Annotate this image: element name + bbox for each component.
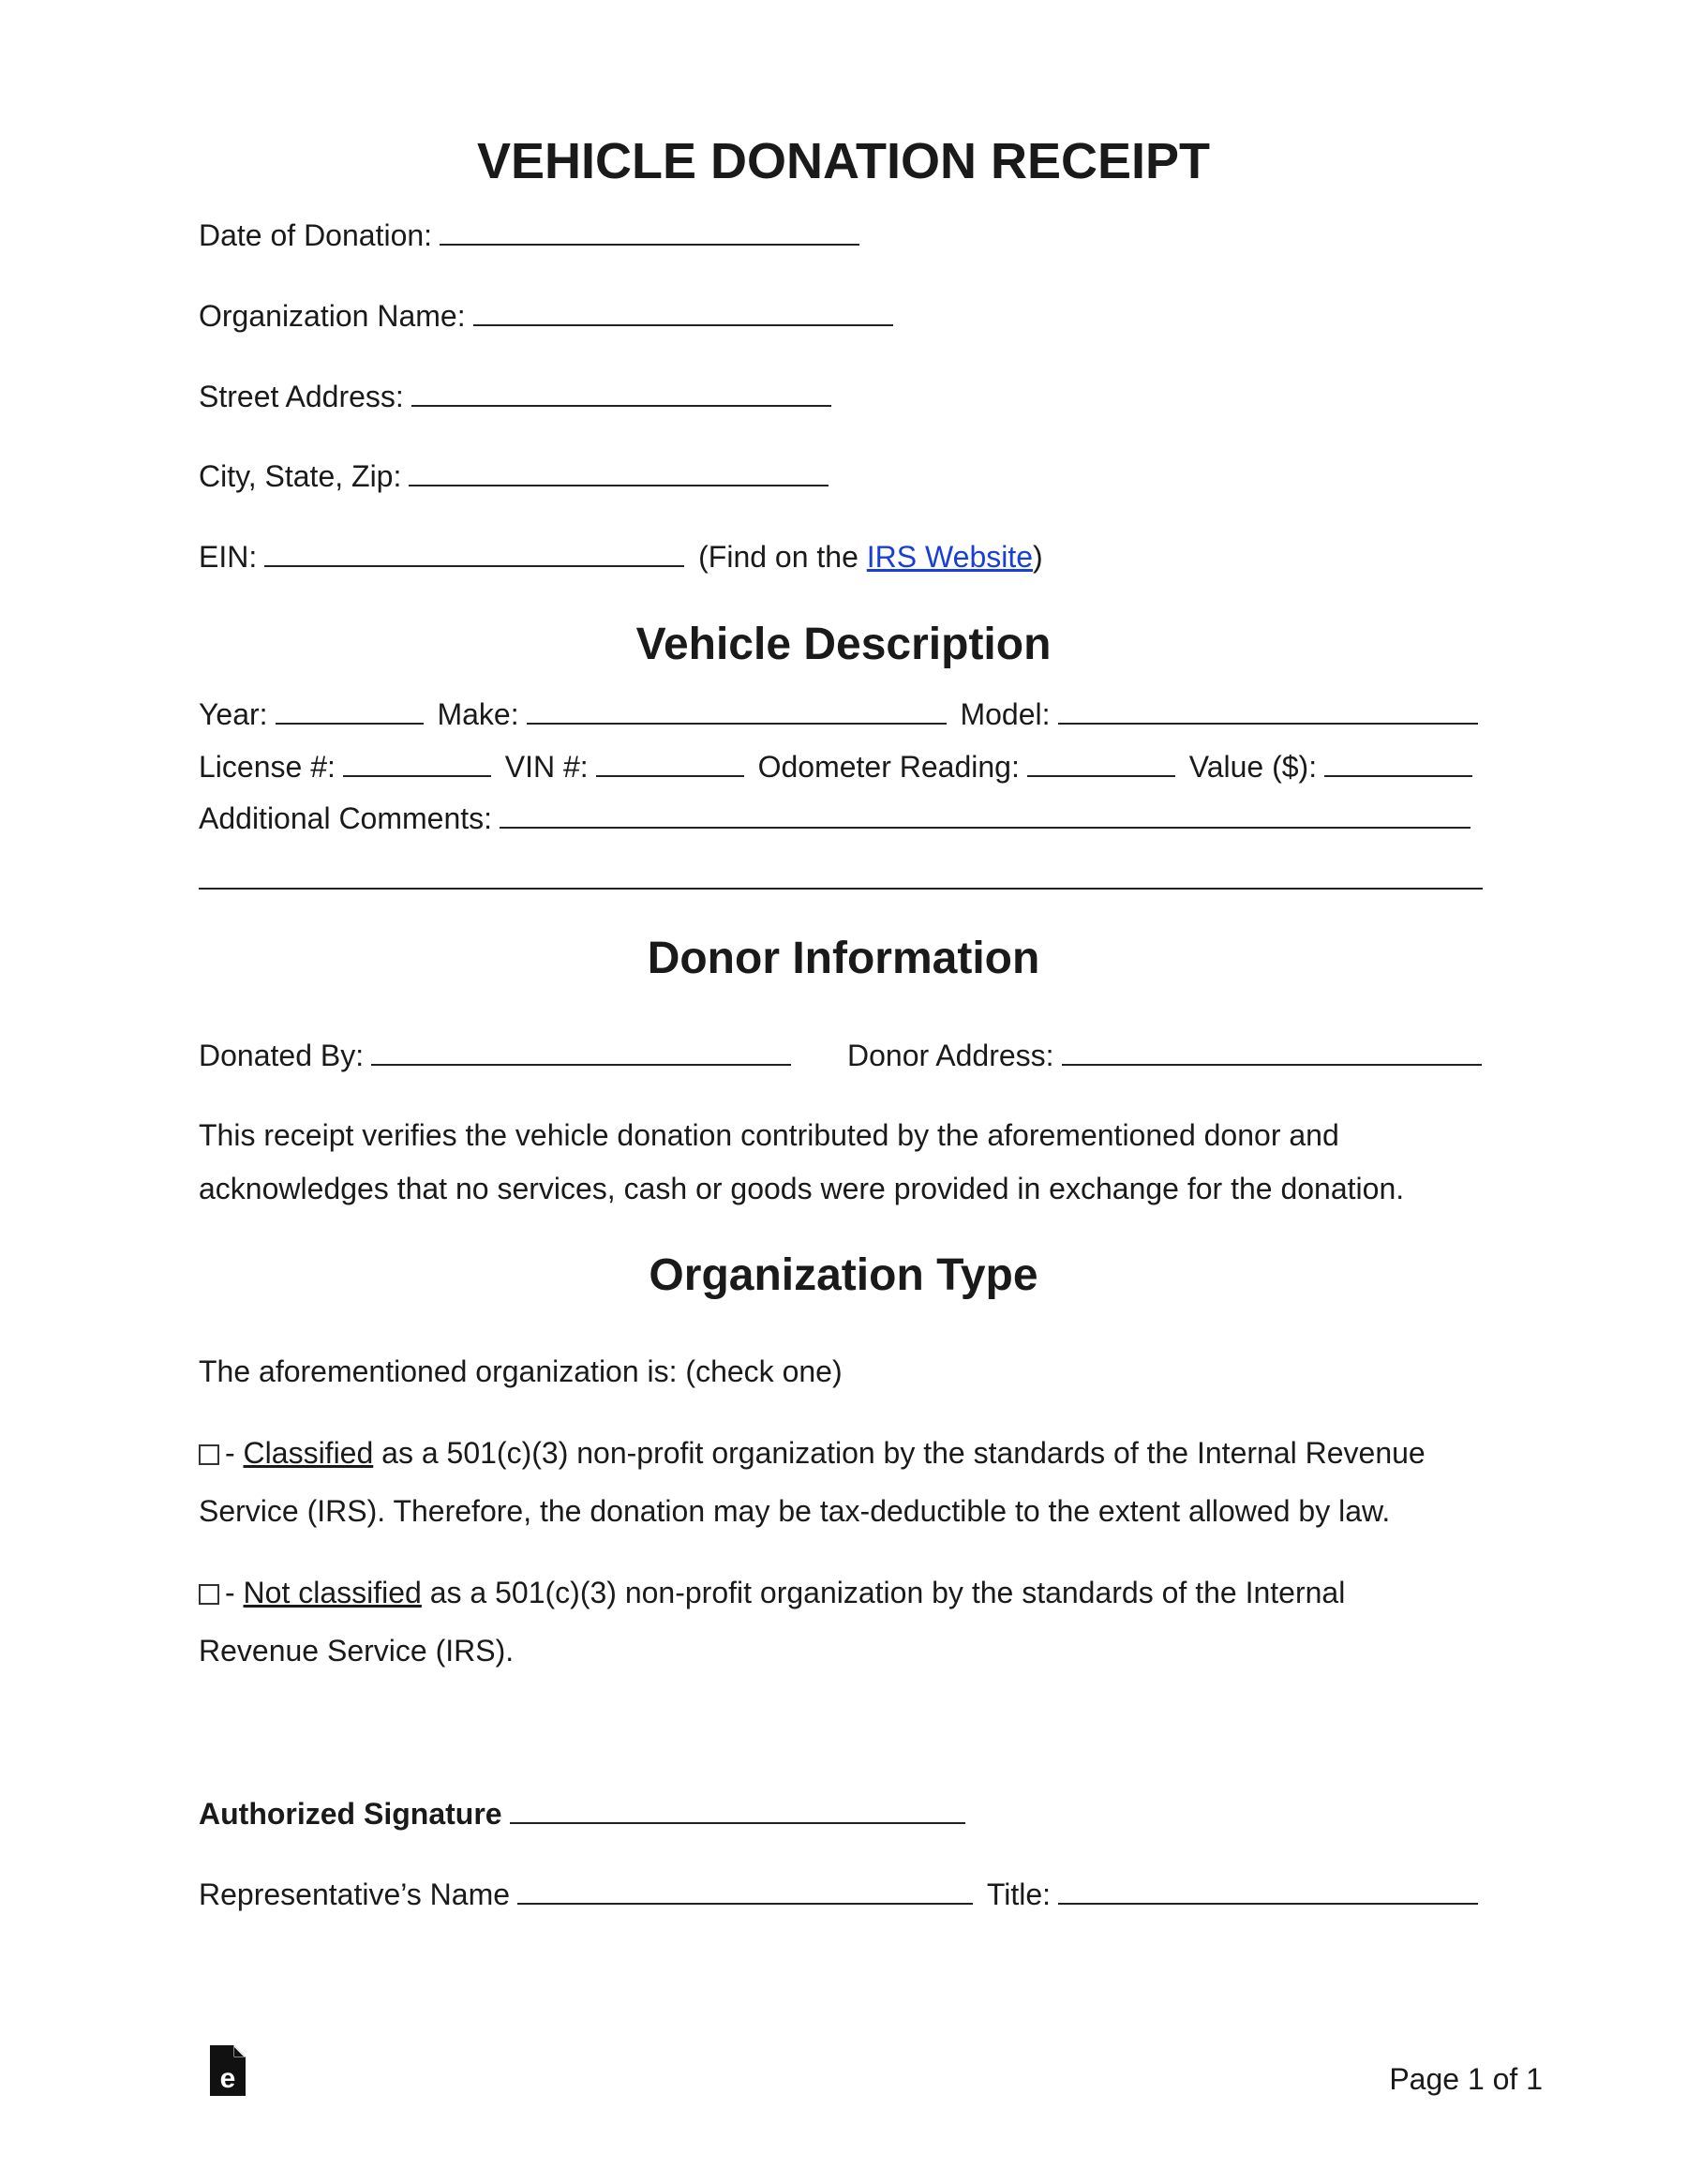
date-of-donation-row [199, 216, 859, 254]
city-state-zip-label: City, State, Zip: [199, 459, 402, 493]
svg-text:e: e [219, 2063, 236, 2094]
value-label: Value ($): [1188, 750, 1318, 784]
city-state-zip-field[interactable] [409, 456, 829, 486]
odometer-label: Odometer Reading: [757, 750, 1020, 784]
vin-label: VIN #: [504, 750, 589, 784]
document-title: VEHICLE DONATION RECEIPT [476, 133, 1211, 189]
organization-type-heading: Organization Type [649, 1250, 1038, 1300]
donor-address-label: Donor Address: [847, 1039, 1054, 1072]
organization-name-field[interactable] [473, 296, 893, 326]
authorized-signature-row [199, 1794, 965, 1832]
vehicle-description-heading: Vehicle Description [635, 620, 1052, 669]
license-label: License #: [199, 750, 336, 784]
organization-name-row [199, 296, 893, 335]
representative-name-field[interactable] [517, 1875, 973, 1905]
not-classified-keyword: Not classified [243, 1576, 422, 1609]
license-field[interactable] [343, 747, 491, 777]
organization-name-label: Organization Name: [199, 299, 466, 333]
irs-website-link[interactable]: IRS Website [866, 540, 1034, 574]
street-address-field[interactable] [411, 377, 831, 407]
representative-name-label: Representative’s Name [199, 1877, 511, 1911]
option-dash: - [225, 1436, 244, 1470]
receipt-statement-line-1: This receipt verifies the vehicle donation contributed by the aforementioned donor and [199, 1118, 1339, 1152]
value-field[interactable] [1324, 747, 1472, 777]
street-address-label: Street Address: [199, 380, 404, 413]
additional-comments-row [199, 799, 1471, 837]
classified-keyword: Classified [243, 1436, 374, 1470]
donor-information-heading: Donor Information [647, 934, 1040, 983]
page-number: Page 1 of 1 [1389, 2062, 1543, 2096]
additional-comments-field[interactable] [500, 799, 1471, 829]
title-label: Title: [986, 1877, 1052, 1911]
make-field[interactable] [527, 695, 947, 725]
not-classified-rest: as a 501(c)(3) non-profit organization by the standards of the Internal [421, 1576, 1346, 1609]
option-not-classified-line-1 [199, 1574, 1345, 1611]
option-classified-line-2: Service (IRS). Therefore, the donation may be tax-deductible to the extent allowed by law. [199, 1494, 1391, 1528]
eforms-logo-icon [208, 2043, 247, 2098]
donor-address-field[interactable] [1062, 1036, 1482, 1066]
ein-label: EIN: [199, 540, 258, 574]
authorized-signature-field[interactable] [510, 1794, 965, 1824]
make-label: Make: [437, 697, 519, 731]
vin-field[interactable] [596, 747, 744, 777]
title-field[interactable] [1058, 1875, 1478, 1905]
street-address-row [199, 377, 831, 415]
additional-comments-label: Additional Comments: [199, 801, 493, 835]
option-dash: - [225, 1576, 244, 1609]
license-vin-odometer-value-row [199, 747, 1472, 785]
date-of-donation-field[interactable] [440, 216, 859, 246]
year-make-model-row [199, 695, 1478, 733]
odometer-field[interactable] [1027, 747, 1175, 777]
classified-rest: as a 501(c)(3) non-profit organization by the standards of the Internal Revenue [373, 1436, 1426, 1470]
organization-type-intro: The aforementioned organization is: (check one) [199, 1354, 843, 1388]
model-field[interactable] [1058, 695, 1478, 725]
not-classified-checkbox[interactable] [199, 1584, 219, 1605]
city-state-zip-row [199, 456, 829, 495]
representative-row [199, 1875, 1478, 1913]
model-label: Model: [960, 697, 1051, 731]
ein-row [199, 537, 1043, 576]
authorized-signature-label: Authorized Signature [199, 1797, 502, 1831]
donated-by-field[interactable] [371, 1036, 791, 1066]
year-field[interactable] [276, 695, 424, 725]
additional-comments-line-2[interactable] [199, 860, 1483, 890]
ein-hint-prefix: (Find on the [698, 540, 867, 574]
receipt-statement-line-2: acknowledges that no services, cash or goods were provided in exchange for the donation. [199, 1172, 1405, 1205]
classified-checkbox[interactable] [199, 1444, 219, 1465]
year-label: Year: [199, 697, 268, 731]
donated-by-row [199, 1036, 791, 1074]
ein-field[interactable] [264, 537, 684, 567]
donor-address-row [847, 1036, 1482, 1074]
option-classified-line-1 [199, 1434, 1426, 1472]
ein-hint-suffix: ) [1033, 540, 1043, 574]
date-of-donation-label: Date of Donation: [199, 218, 433, 252]
donated-by-label: Donated By: [199, 1039, 365, 1072]
option-not-classified-line-2: Revenue Service (IRS). [199, 1634, 515, 1668]
